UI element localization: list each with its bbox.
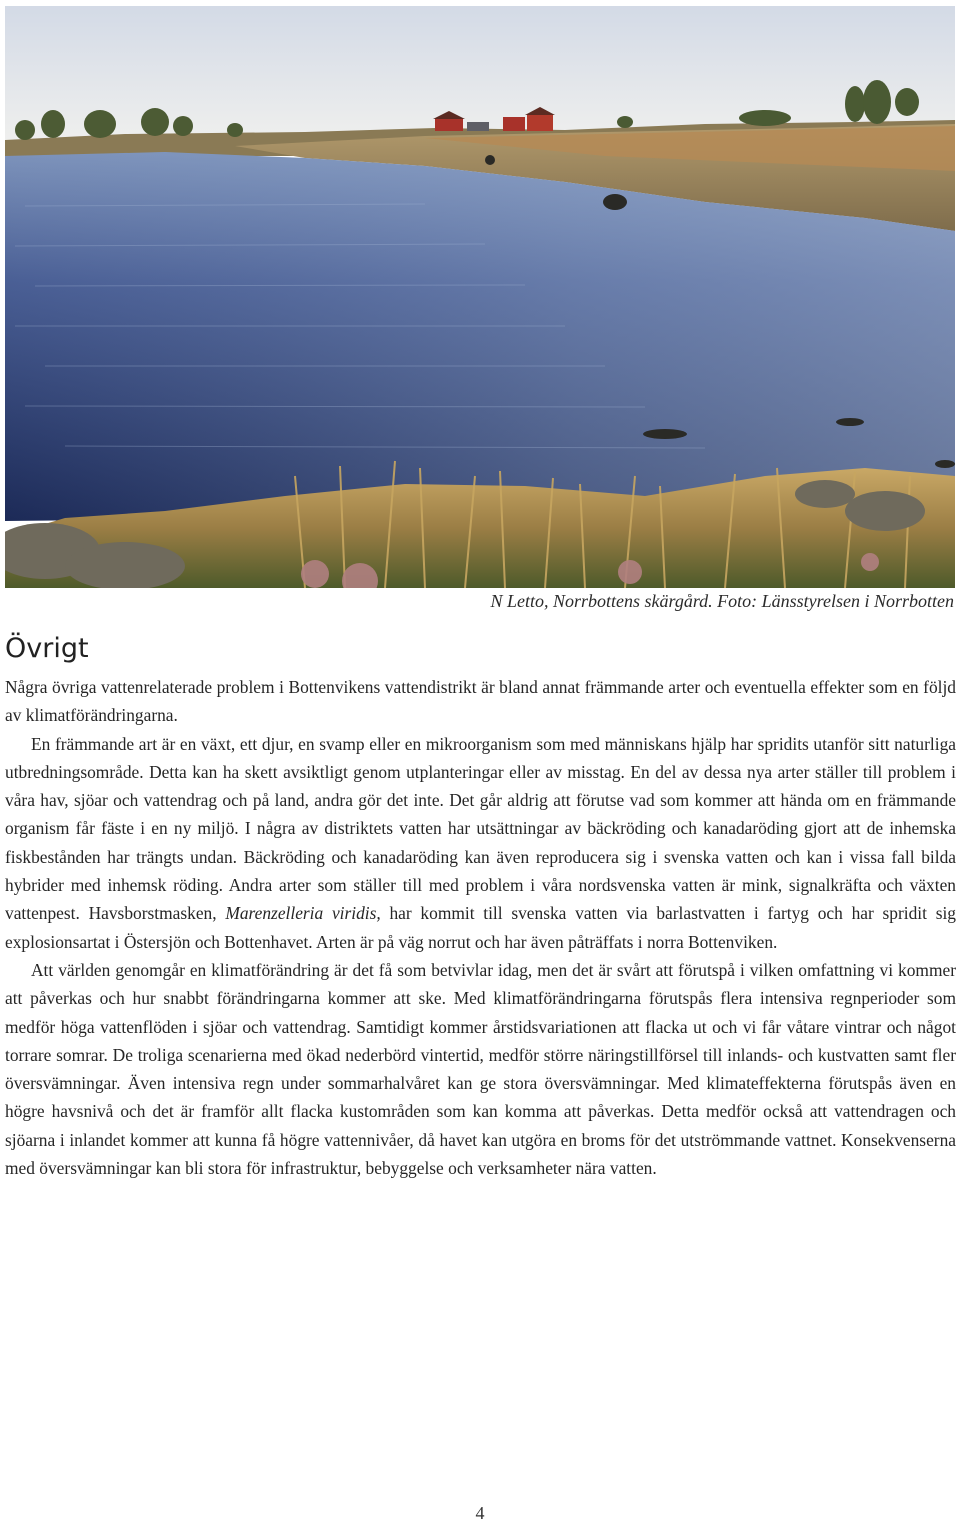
- page-number: 4: [475, 1503, 485, 1523]
- section-title: Övrigt: [5, 633, 89, 664]
- paragraph-intro: Några övriga vattenrelaterade problem i Bottenvikens vattendistrikt är bland annat främmande arter och eventuella effekter som en följd av klimatförändringarna.: [5, 677, 956, 726]
- lake-shore-image: [5, 6, 955, 588]
- photo-caption: N Letto, Norrbottens skärgård. Foto: Länsstyrelsen i Norrbotten: [490, 591, 954, 611]
- paragraph-invasive-species-text: En främmande art är en växt, ett djur, en svamp eller en mikroorganism som med människans hjälp har spridits utanför sitt naturliga utbredningsområde. Detta kan ha skett avsiktligt genom utplanteringar eller av misstag. En del av dessa nya arter ställer till problem i våra hav, sjöar och vattendrag och på land, andra gör det inte. Det går aldrig att förutse vad som kommer att hända om en främmande organism får fäste i en ny miljö. I några av distriktets vatten har utsättningar av bäckröding och kanadaröding gjort att de inhemska fiskbestånden har trängts undan. Bäckröding och kanadaröding kan även reproducera sig i svenska vatten och kan i vissa fall bilda hybrider med inhemsk röding. Andra arter som ställer till med problem i våra nordsvenska vatten är mink, signalkräfta och växten vattenpest. Havsborstmasken,: [5, 733, 956, 924]
- body-text: [5, 673, 956, 1182]
- species-name: Marenzelleria viridis,: [225, 903, 381, 924]
- paragraph-invasive-species: [5, 730, 956, 956]
- landscape-photo: [5, 6, 955, 588]
- paragraph-invasive-species-end: har kommit till svenska vatten via barlastvatten i fartyg och har spridit sig explosionsartat i Östersjön och Bottenhavet. Arten är på väg norrut och har även påträffats i norra Bottenviken.: [5, 903, 957, 952]
- paragraph-climate-change: Att världen genomgår en klimatförändring är det få som betvivlar idag, men det är svårt att förutspå i vilken omfattning vi kommer att påverkas och hur snabbt förändringarna kommer att ske. Med klimatförändringarna förutspås flera intensiva regnperioder som medför höga vattenflöden i sjöar och vattendrag. Samtidigt kommer årstidsvariationen att flacka ut och vi får våtare vintrar och något torrare somrar. De troliga scenarierna med ökad nederbörd vintertid, medför större näringstillförsel till inlands- och kustvatten samt fler översvämningar. Även intensiva regn under sommarhalvåret kan ge stora översvämningar. Med klimateffekterna förutspås även en högre havsnivå och det är framför allt flacka kustområden som kan komma att påverkas. Detta medför också att vattendragen och sjöarna i inlandet kommer att kunna få högre vattennivåer, då havet kan utgöra en broms för det utströmmande vattnet. Konsekvenserna med översvämningar kan bli stora för infrastruktur, bebyggelse och verksamheter nära vatten.: [5, 959, 956, 1179]
